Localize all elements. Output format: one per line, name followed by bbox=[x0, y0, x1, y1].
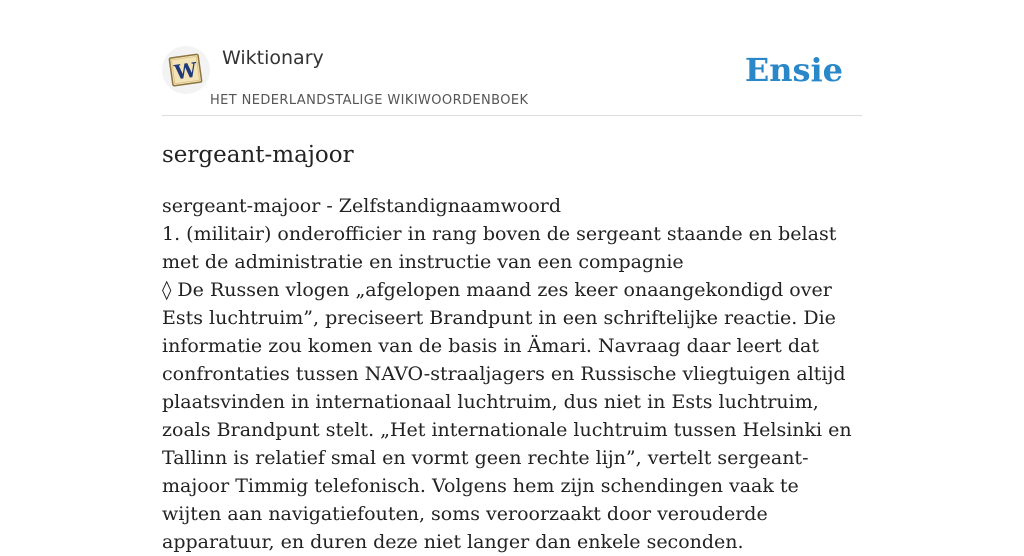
entry-content bbox=[162, 192, 862, 556]
ensie-brand-logo[interactable]: Ensie bbox=[744, 51, 843, 89]
page-title: sergeant-majoor bbox=[162, 142, 354, 168]
example-quote: ◊ De Russen vlogen „afgelopen maand zes keer onaangekondigd over Ests luchtruim”, preciseert Brandpunt in een schriftelijke reactie. Die informatie zou komen van de basis in Ämari. Navraag daar leert dat confrontaties tussen NAVO-straaljagers en Russische vliegtuigen altijd plaatsvinden in internationaal luchtruim, dus niet in Ests luchtruim, zoals Brandpunt stelt. „Het internationale luchtruim tussen Helsinki en Tallinn is relatief smal en vormt geen rechte lijn”, vertelt sergeant-majoor Timmig telefonisch. Volgens hem zijn schendingen vaak te wijten aan navigatiefouten, soms veroorzaakt door verouderde apparatuur, en duren deze niet langer dan enkele seconden. bbox=[162, 279, 852, 553]
site-name[interactable]: Wiktionary bbox=[222, 47, 324, 69]
definition: 1. (militair) onderofficier in rang boven de sergeant staande en belast met de administratie en instructie van een compagnie bbox=[162, 223, 837, 273]
part-of-speech-line: sergeant-majoor - Zelfstandignaamwoord bbox=[162, 195, 561, 217]
wiktionary-logo-icon[interactable] bbox=[162, 46, 210, 94]
svg-text:W: W bbox=[172, 57, 199, 85]
header-divider bbox=[162, 115, 862, 116]
site-tagline: HET NEDERLANDSTALIGE WIKIWOORDENBOEK bbox=[210, 93, 529, 108]
